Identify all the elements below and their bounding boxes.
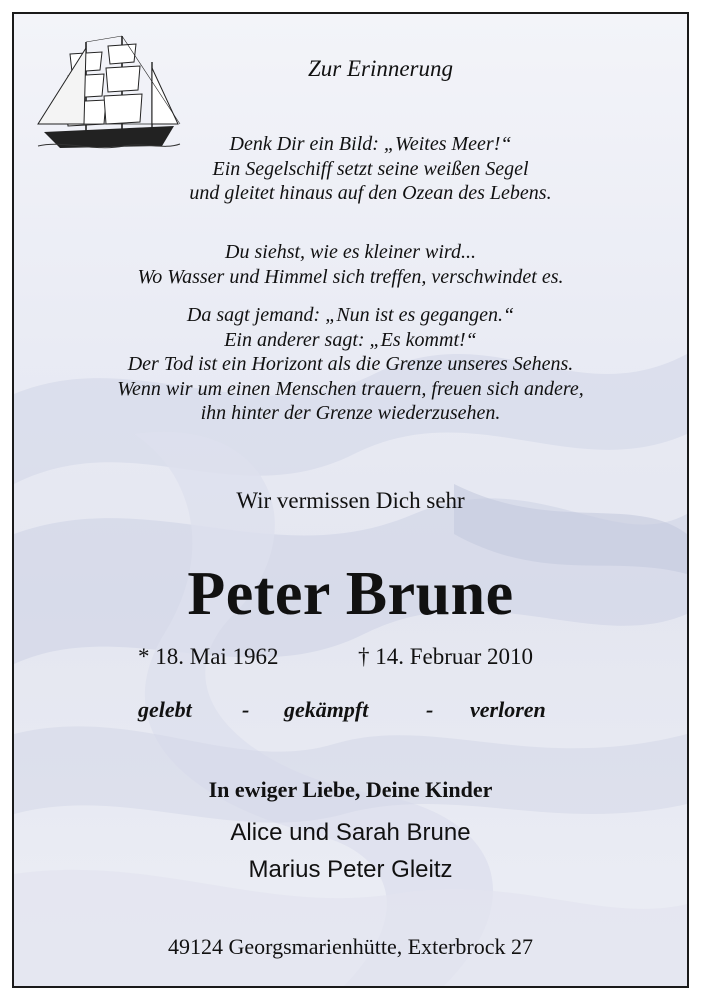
poem-stanza-3: [14, 303, 687, 426]
poem-line: Der Tod ist ein Horizont als die Grenze unseres Sehens.: [127, 353, 574, 375]
poem-line: Denk Dir ein Bild: „Weites Meer!“: [229, 133, 512, 155]
family-heading: In ewiger Liebe, Deine Kinder: [208, 777, 493, 802]
poem-line: ihn hinter der Grenze wiederzusehen.: [200, 402, 501, 424]
family-name-line: Marius Peter Gleitz: [248, 856, 453, 883]
poem-stanza-2: [14, 240, 687, 289]
motto-word-gekaempft: gekämpft: [284, 697, 369, 722]
miss-line: Wir vermissen Dich sehr: [236, 488, 465, 513]
death-date: † 14. Februar 2010: [358, 644, 534, 669]
motto-separator: -: [242, 697, 250, 722]
birth-date: * 18. Mai 1962: [138, 644, 279, 669]
poem-line: Da sagt jemand: „Nun ist es gegangen.“: [186, 304, 515, 326]
deceased-name: Peter Brune: [187, 560, 514, 628]
poem-line: Ein Segelschiff setzt seine weißen Segel: [212, 157, 529, 180]
poem-line: Wenn wir um einen Menschen trauern, freuen sich andere,: [117, 377, 584, 400]
address-line: 49124 Georgsmarienhütte, Exterbrock 27: [168, 934, 533, 959]
poem-line: Ein anderer sagt: „Es kommt!“: [224, 328, 477, 351]
motto-word-verloren: verloren: [470, 697, 546, 722]
poem-line: Wo Wasser und Himmel sich treffen, verschwindet es.: [137, 265, 564, 288]
heading-zur-erinnerung: Zur Erinnerung: [307, 56, 454, 81]
poem-line: Du siehst, wie es kleiner wird...: [225, 241, 476, 263]
poem-stanza-1: [34, 132, 689, 206]
motto-separator: -: [426, 697, 434, 722]
family-name-line: Alice und Sarah Brune: [230, 819, 471, 846]
poem-line: und gleitet hinaus auf den Ozean des Lebens.: [189, 182, 552, 204]
motto-word-gelebt: gelebt: [138, 697, 192, 722]
obituary-card: [12, 12, 689, 988]
